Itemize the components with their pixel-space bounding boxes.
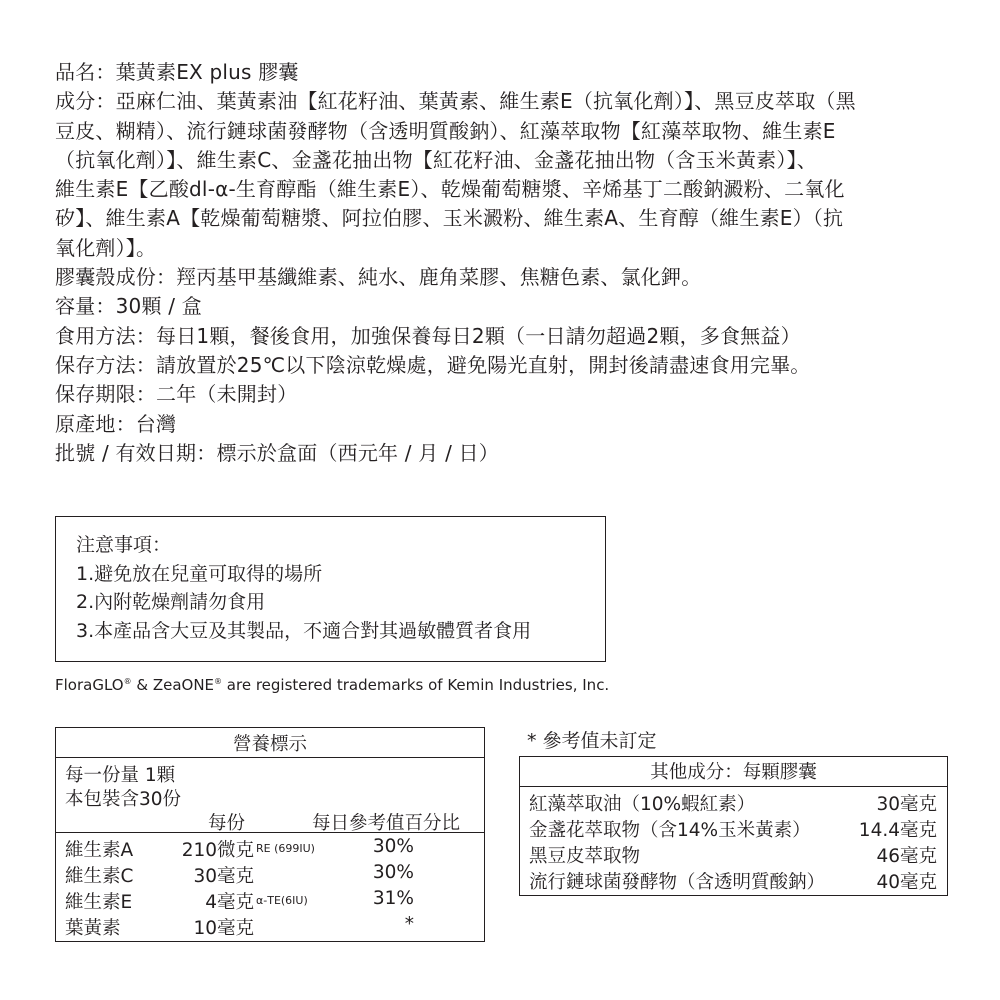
nutrient-amount: 30毫克 [193,866,254,887]
info-line: 原產地：台灣 [55,411,177,436]
nutrition-facts-table [55,727,485,942]
info-line: 矽】、維生素A【乾燥葡萄糖漿、阿拉伯膠、玉米澱粉、維生素A、生育醇（維生素E）（抗 [55,206,844,231]
daily-value-header: 每日參考值百分比 [312,813,461,834]
nutrient-daily-pct: 31% [372,888,414,909]
info-line: 豆皮、糊精）、流行鏈球菌發酵物（含透明質酸鈉）、紅藻萃取物【紅藻萃取物、維生素E [55,118,836,143]
ingredient-amount: 14.4毫克 [858,820,937,841]
reference-value-note: * 參考值未訂定 [527,730,657,752]
trademark-brand: ZeaONE [152,676,215,694]
info-line: （抗氧化劑）】、維生素C、金盞花抽出物【紅花籽油、金盞花抽出物（含玉米黃素）】、 [55,147,817,172]
ingredient-row [529,816,937,842]
ingredient-amount: 30毫克 [876,794,937,815]
other-ingredients-table [519,756,948,896]
serving-size: 每一份量 1顆 [65,765,176,786]
info-line: 成分：亞麻仁油、葉黃素油【紅花籽油、葉黃素、維生素E（抗氧化劑）】、黑豆皮萃取（黑 [55,89,856,114]
ingredient-name: 金盞花萃取物（含14%玉米黃素） [529,820,811,841]
nutrient-amount: 10毫克 [193,918,254,939]
product-info [55,58,955,468]
servings-per-pack: 本包裝含30份 [65,789,182,810]
ingredient-row [529,790,937,816]
notice-item: 1.避免放在兒童可取得的場所 [76,562,323,585]
info-line: 容量：30顆 / 盒 [55,294,202,319]
ingredient-amount: 46毫克 [876,846,937,867]
nutrient-daily-pct: * [404,914,414,935]
trademark-amp: & [131,676,153,694]
registered-mark: ® [123,677,132,686]
info-line: 保存方法：請放置於25℃以下陰涼乾燥處，避免陽光直射，開封後請盡速食用完畢。 [55,352,811,377]
trademark-text: are registered trademarks of Kemin Industries, Inc. [222,676,610,694]
info-line: 批號 / 有效日期：標示於盒面（西元年 / 月 / 日） [55,440,499,465]
nutrient-name: 葉黃素 [65,918,121,939]
other-ingredients-title: 其他成分：每顆膠囊 [650,762,817,783]
info-line: 保存期限：二年（未開封） [55,382,298,407]
ingredient-amount: 40毫克 [876,872,937,893]
nutrient-name: 維生素A [65,840,134,861]
ingredient-name: 紅藻萃取油（10%蝦紅素） [529,794,756,815]
nutrition-title: 營養標示 [232,734,307,755]
notice-title: 注意事項： [76,534,172,556]
registered-mark: ® [214,677,223,686]
trademark-notice [55,675,609,695]
notice-box [55,516,606,662]
nutrient-unit: RE (699IU) [256,842,315,855]
nutrient-amount: 210微克 [181,840,254,861]
notice-item: 3.本產品含大豆及其製品，不適合對其過敏體質者食用 [76,619,532,642]
info-line: 維生素E【乙酸dl-α-生育醇酯（維生素E）、乾燥葡萄糖漿、辛烯基丁二酸鈉澱粉、二氧化 [55,177,845,202]
nutrient-daily-pct: 30% [372,862,414,883]
info-line: 氧化劑）】。 [55,235,157,260]
notice-item: 2.內附乾燥劑請勿食用 [76,591,266,613]
trademark-brand: FloraGLO [55,676,124,694]
per-serving-header: 每份 [208,813,246,834]
info-line: 食用方法：每日1顆，餐後食用，加強保養每日2顆（一日請勿超過2顆，多食無益） [55,323,801,348]
nutrient-amount: 4毫克 [205,892,254,913]
info-line: 膠囊殼成份：羥丙基甲基纖維素、純水、鹿角菜膠、焦糖色素、氯化鉀。 [55,265,702,290]
nutrient-row [56,914,484,944]
ingredient-name: 流行鏈球菌發酵物（含透明質酸鈉） [529,872,826,893]
ingredient-row [529,868,937,894]
nutrient-name: 維生素E [65,892,133,913]
nutrient-daily-pct: 30% [372,836,414,857]
nutrient-name: 維生素C [65,866,134,887]
nutrient-unit: α-TE(6IU) [256,894,308,907]
ingredient-name: 黑豆皮萃取物 [529,846,641,867]
ingredient-row [529,842,937,868]
info-line: 品名：葉黃素EX plus 膠囊 [55,60,299,84]
